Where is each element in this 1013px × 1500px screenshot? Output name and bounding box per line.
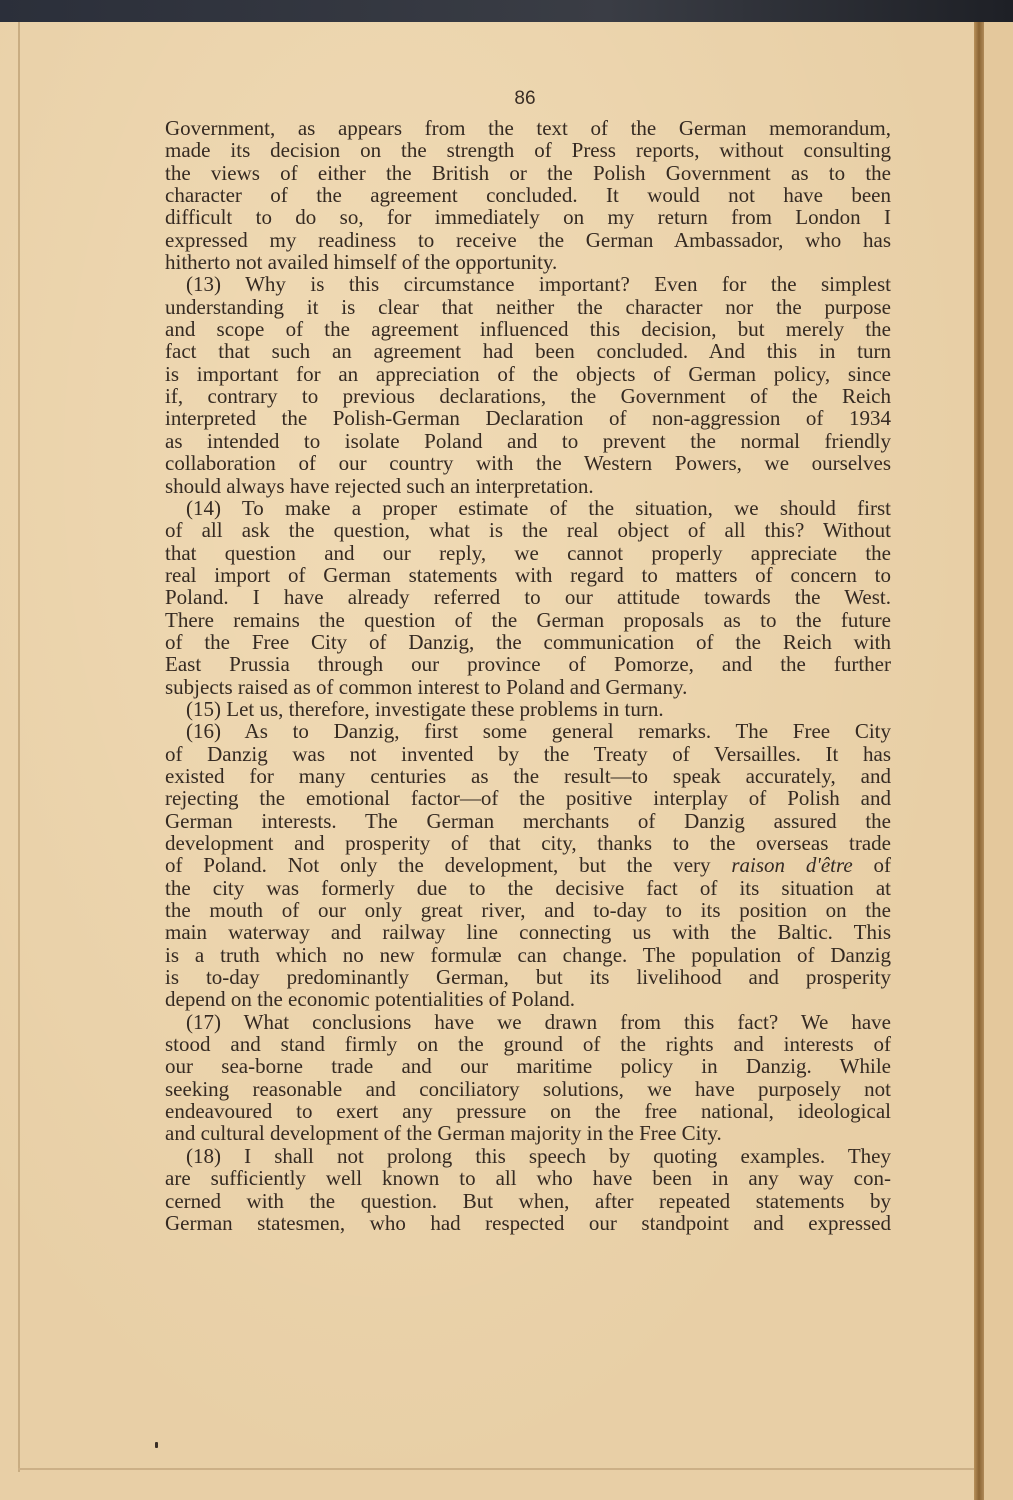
line-text: hitherto not availed himself of the opportunity. [165,250,558,275]
text-line [165,340,891,362]
line-text: interpreted the Polish-German Declaration of non-aggression of 1934 [165,406,891,431]
text-line [165,810,891,832]
line-text: our sea-borne trade and our maritime policy in Danzig. While [165,1054,891,1079]
line-text: difficult to do so, for immediately on my return from London I [165,205,891,230]
text-line [165,765,891,787]
text-line [165,720,891,742]
line-text: (13) Why is this circumstance important? Even for the simplest [186,272,891,297]
text-line [165,206,891,228]
text-line [165,944,891,966]
page-number: 86 [514,88,536,109]
line-text: (17) What conclusions have we drawn from this fact? We have [186,1009,891,1034]
text-line [165,1011,891,1033]
line-text: seeking reasonable and conciliatory solutions, we have purposely not [165,1076,891,1101]
line-text: Poland. I have already referred to our attitude towards the West. [165,585,891,610]
line-text: fact that such an agreement had been concluded. And this in turn [165,339,891,364]
text-line [165,631,891,653]
text-line [165,609,891,631]
line-text: (15) Let us, therefore, investigate these problems in turn. [186,696,664,721]
line-text: cerned with the question. But when, after repeated statements by [165,1188,891,1213]
line-text: existed for many centuries as the result—to speak accurately, and [165,763,891,788]
text-line [165,676,891,698]
line-text: the city was formerly due to the decisive fact of its situation at [165,875,891,900]
line-text: main waterway and railway line connecting us with the Baltic. This [165,920,891,945]
text-line [165,1055,891,1077]
text-line [165,273,891,295]
text-line [165,184,891,206]
line-text: of Poland. Not only the development, but the very [165,853,732,878]
line-text: collaboration of our country with the Western Powers, we ourselves [165,451,891,476]
line-text: rejecting the emotional factor—of the positive interplay of Polish and [165,786,891,811]
line-text: the mouth of our only great river, and to-day to its position on the [165,898,891,923]
text-line [165,497,891,519]
text-line [165,698,891,720]
text-line [165,1167,891,1189]
text-line [165,921,891,943]
ink-mark [155,1442,158,1448]
text-line [165,899,891,921]
line-text: Government, as appears from the text of the German memorandum, [165,116,891,140]
text-line [165,1100,891,1122]
text-line [165,854,891,876]
text-line [165,1190,891,1212]
text-line [165,1145,891,1167]
line-text: of [852,853,892,878]
line-text: There remains the question of the German proposals as to the future [165,607,891,632]
line-text: the views of either the British or the Polish Government as to the [165,160,891,185]
line-text: made its decision on the strength of Press reports, without consulting [165,138,891,163]
line-text: German statesmen, who had respected our standpoint and expressed [165,1210,891,1235]
line-text: (16) As to Danzig, first some general remarks. The Free City [186,719,891,744]
text-line [165,542,891,564]
line-text: stood and stand firmly on the ground of the rights and interests of [165,1032,891,1057]
line-text: character of the agreement concluded. It would not have been [165,183,891,208]
line-text: that question and our reply, we cannot properly appreciate the [165,540,891,565]
line-text: depend on the economic potentialities of Poland. [165,987,575,1012]
text-line [165,877,891,899]
body-text [165,117,891,1234]
line-text: expressed my readiness to receive the German Ambassador, who has [165,227,891,252]
text-line [165,743,891,765]
line-text: of all ask the question, what is the real object of all this? Without [165,518,891,543]
line-text: understanding it is clear that neither the character nor the purpose [165,294,891,319]
line-text: (18) I shall not prolong this speech by quoting examples. They [186,1143,891,1168]
page-gutter [974,22,984,1500]
line-text: is a truth which no new formulæ can change. The population of Danzig [165,942,891,967]
text-line [165,117,891,139]
line-text: German interests. The German merchants of Danzig assured the [165,808,891,833]
page-edge [18,1468,975,1470]
adjacent-page [984,22,1013,1500]
text-line [165,318,891,340]
text-line [165,1078,891,1100]
text-line [165,407,891,429]
text-line [165,1122,891,1144]
line-text: East Prussia through our province of Pomorze, and the further [165,652,891,677]
text-line [165,787,891,809]
line-text: of Danzig was not invented by the Treaty of Versailles. It has [165,741,891,766]
line-text: subjects raised as of common interest to Poland and Germany. [165,674,688,699]
text-line [165,162,891,184]
line-text: development and prosperity of that city, thanks to the overseas trade [165,831,891,855]
text-line [165,1033,891,1055]
text-line [165,229,891,251]
line-text: is to-day predominantly German, but its livelihood and prosperity [165,965,891,990]
line-text: of the Free City of Danzig, the communication of the Reich with [165,629,891,654]
line-text: and cultural development of the German majority in the Free City. [165,1121,722,1146]
text-line [165,519,891,541]
line-text: endeavoured to exert any pressure on the free national, ideological [165,1099,891,1124]
text-line [165,564,891,586]
page-edge [18,22,20,1472]
text-line [165,385,891,407]
line-text: if, contrary to previous declarations, the Government of the Reich [165,384,891,409]
line-text: as intended to isolate Poland and to prevent the normal friendly [165,428,891,453]
text-line [165,966,891,988]
text-line [165,586,891,608]
line-text: are sufficiently well known to all who have been in any way con- [165,1166,891,1191]
text-line [165,363,891,385]
text-line [165,1212,891,1234]
scanner-background [0,0,1013,22]
italic-phrase: raison d'être [731,853,853,878]
line-text: (14) To make a proper estimate of the situation, we should first [186,495,891,520]
line-text: should always have rejected such an interpretation. [165,473,594,498]
text-line [165,832,891,854]
text-line [165,475,891,497]
line-text: and scope of the agreement influenced this decision, but merely the [165,317,891,342]
text-line [165,988,891,1010]
text-line [165,452,891,474]
text-line [165,296,891,318]
text-line [165,139,891,161]
line-text: real import of German statements with regard to matters of concern to [165,562,891,587]
text-line [165,653,891,675]
text-line [165,430,891,452]
text-line [165,251,891,273]
line-text: is important for an appreciation of the objects of German policy, since [165,361,891,386]
